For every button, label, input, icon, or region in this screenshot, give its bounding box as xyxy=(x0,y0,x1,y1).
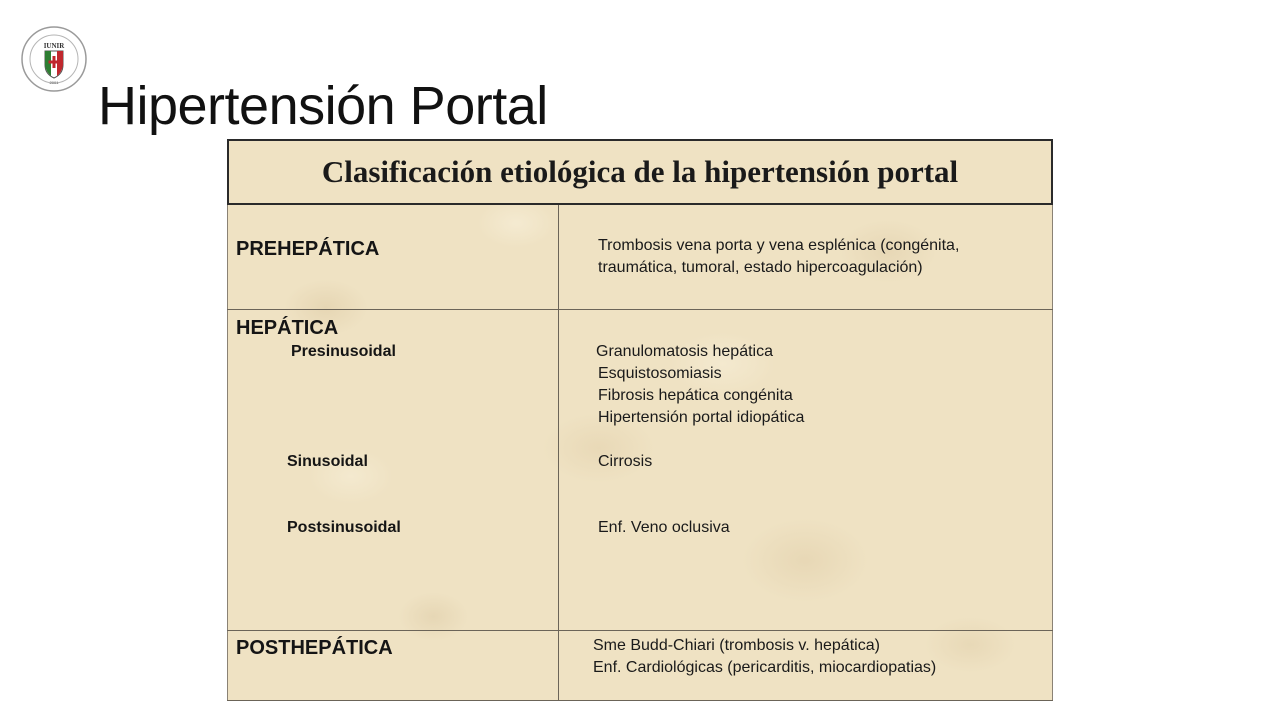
prehepatica-cause-1: Trombosis vena porta y vena esplénica (congénita, xyxy=(598,237,960,254)
presinusoidal-cause-2: Esquistosomiasis xyxy=(598,365,722,382)
bottom-border xyxy=(227,700,1053,701)
sinusoidal-cause-1: Cirrosis xyxy=(598,453,653,470)
university-logo xyxy=(20,25,88,93)
row-divider-1 xyxy=(227,309,1053,310)
right-border xyxy=(1052,205,1053,701)
university-seal-icon xyxy=(20,25,88,93)
logo-letters: IUNIR xyxy=(43,42,65,50)
left-border xyxy=(227,205,228,701)
category-posthepatica: POSTHEPÁTICA xyxy=(236,637,393,659)
column-divider xyxy=(558,205,559,701)
prehepatica-cause-2: traumática, tumoral, estado hipercoagulación) xyxy=(598,259,923,276)
figure-header xyxy=(227,139,1053,205)
figure-title: Clasificación etiológica de la hipertensión portal xyxy=(321,154,959,189)
category-prehepatica: PREHEPÁTICA xyxy=(236,238,380,260)
posthepatica-cause-1: Sme Budd-Chiari (trombosis v. hepática) xyxy=(593,637,880,654)
logo-year: 2001 xyxy=(49,80,59,85)
presinusoidal-cause-4: Hipertensión portal idiopática xyxy=(598,409,805,426)
classification-figure xyxy=(227,139,1053,701)
slide-title: Hipertensión Portal xyxy=(98,76,548,136)
presinusoidal-cause-1: Granulomatosis hepática xyxy=(596,343,773,360)
subcategory-presinusoidal: Presinusoidal xyxy=(291,343,396,360)
posthepatica-cause-2: Enf. Cardiológicas (pericarditis, miocardiopatias) xyxy=(593,659,937,676)
subcategory-sinusoidal: Sinusoidal xyxy=(287,453,368,470)
subcategory-postsinusoidal: Postsinusoidal xyxy=(287,519,401,536)
presinusoidal-cause-3: Fibrosis hepática congénita xyxy=(598,387,793,404)
category-hepatica: HEPÁTICA xyxy=(236,317,339,339)
postsinusoidal-cause-1: Enf. Veno oclusiva xyxy=(598,519,730,536)
row-divider-2 xyxy=(227,630,1053,631)
